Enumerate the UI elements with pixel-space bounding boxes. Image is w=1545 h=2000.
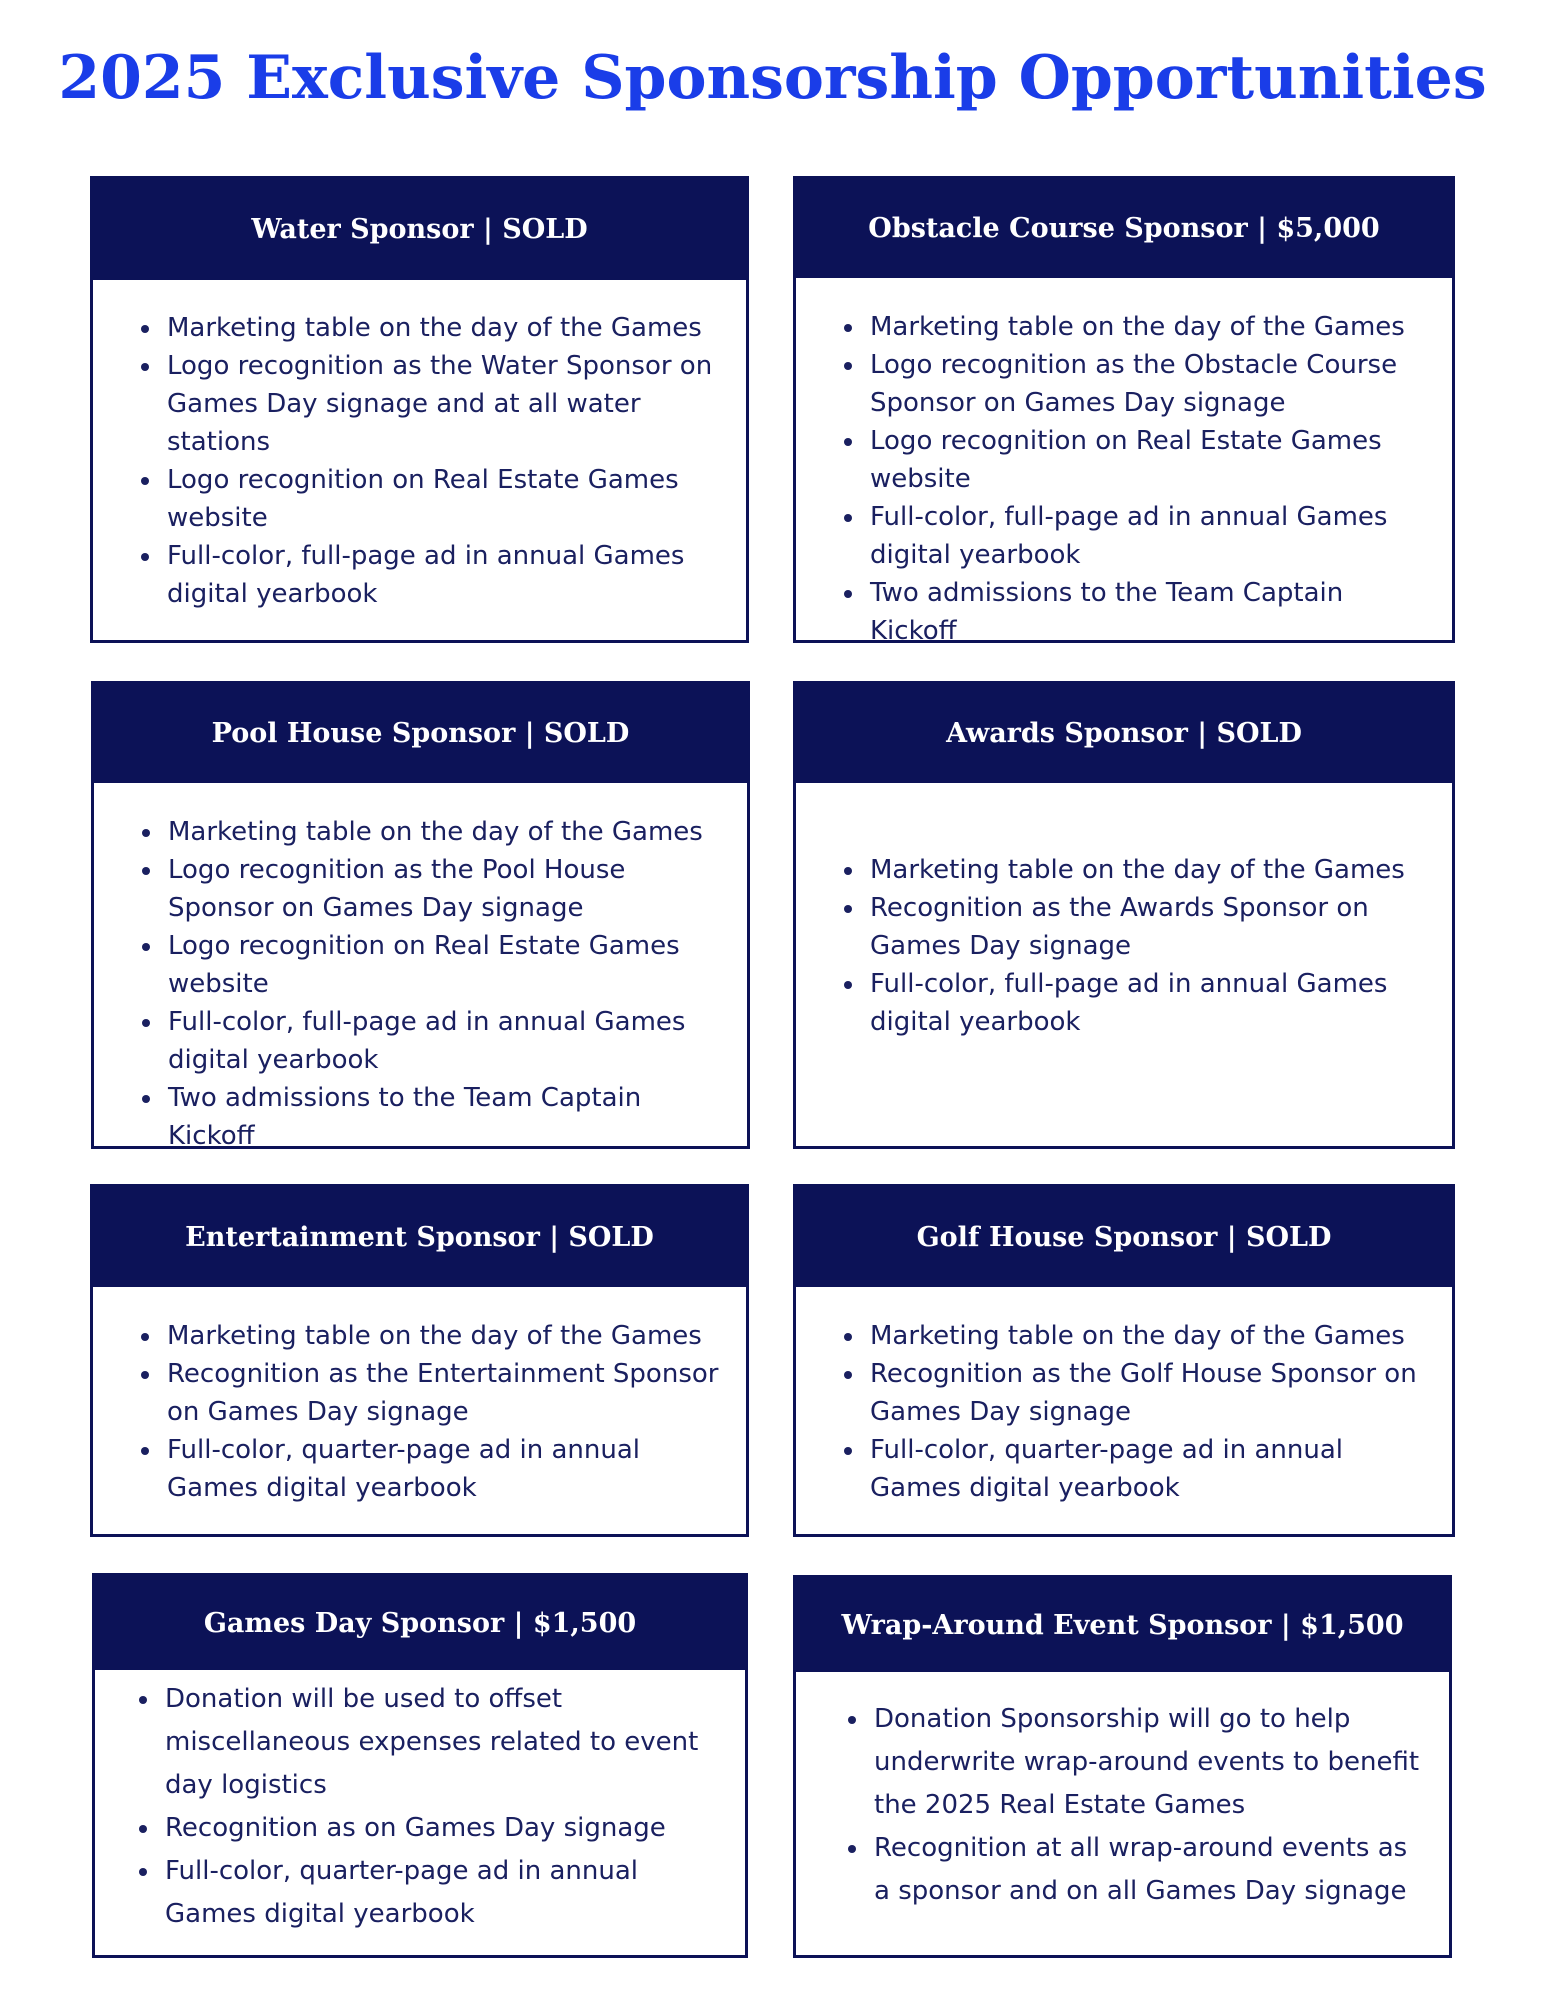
benefit-item: • Marketing table on the day of the Games bbox=[164, 813, 727, 851]
benefit-item: • Recognition as the Entertainment Sponsor on Games Day signage bbox=[163, 1355, 726, 1431]
benefit-item: • Logo recognition as the Water Sponsor on Games Day signage and at all water stations bbox=[163, 347, 726, 461]
sponsor-benefits bbox=[94, 783, 747, 1155]
sponsor-card-golf-house bbox=[793, 1184, 1455, 1537]
sponsor-card-obstacle-course bbox=[793, 176, 1455, 646]
benefit-list bbox=[796, 308, 1452, 650]
sponsor-card-heading: Games Day Sponsor | $1,500 bbox=[95, 1576, 745, 1670]
benefit-item: • Full-color, full-page ad in annual Games digital yearbook bbox=[164, 1003, 727, 1079]
benefit-item: • Marketing table on the day of the Games bbox=[866, 1317, 1432, 1355]
sponsor-benefits bbox=[93, 1287, 746, 1507]
benefit-item: • Logo recognition as the Obstacle Course Sponsor on Games Day signage bbox=[866, 346, 1432, 422]
sponsor-benefits bbox=[796, 783, 1452, 1041]
benefit-list bbox=[796, 1317, 1452, 1507]
benefit-item: • Logo recognition on Real Estate Games website bbox=[164, 927, 727, 1003]
sponsor-card-heading: Obstacle Course Sponsor | $5,000 bbox=[796, 179, 1452, 278]
sponsor-card-pool-house bbox=[91, 681, 750, 1149]
benefit-item: • Full-color, quarter-page ad in annual Games digital yearbook bbox=[866, 1431, 1432, 1507]
benefit-item: • Full-color, full-page ad in annual Games digital yearbook bbox=[866, 965, 1432, 1041]
benefit-list bbox=[95, 1678, 745, 1936]
sponsor-card-heading: Water Sponsor | SOLD bbox=[93, 179, 746, 280]
sponsor-card-heading: Awards Sponsor | SOLD bbox=[796, 684, 1452, 783]
benefit-list bbox=[796, 1698, 1449, 1913]
benefit-item: • Marketing table on the day of the Games bbox=[163, 309, 726, 347]
sponsor-card-heading: Entertainment Sponsor | SOLD bbox=[93, 1187, 746, 1287]
benefit-item: • Recognition as the Golf House Sponsor on Games Day signage bbox=[866, 1355, 1432, 1431]
benefit-item: • Logo recognition on Real Estate Games website bbox=[163, 461, 726, 537]
benefit-item: • Recognition at all wrap-around events as a sponsor and on all Games Day signage bbox=[870, 1827, 1429, 1913]
benefit-list bbox=[796, 851, 1452, 1041]
sponsor-card-heading: Golf House Sponsor | SOLD bbox=[796, 1187, 1452, 1287]
benefit-item: • Two admissions to the Team Captain Kickoff bbox=[164, 1079, 727, 1155]
sponsor-benefits bbox=[796, 278, 1452, 650]
sponsor-card-entertainment bbox=[90, 1184, 749, 1537]
sponsor-benefits bbox=[95, 1670, 745, 1936]
sponsor-benefits bbox=[796, 1672, 1449, 1913]
sponsor-card-games-day bbox=[92, 1573, 748, 1958]
sponsor-benefits bbox=[93, 280, 746, 613]
sponsor-card-wrap-around-event bbox=[793, 1575, 1452, 1958]
benefit-item: • Donation will be used to offset miscellaneous expenses related to event day logistics bbox=[161, 1678, 725, 1807]
benefit-item: • Full-color, quarter-page ad in annual Games digital yearbook bbox=[163, 1431, 726, 1507]
sponsor-card-heading: Wrap-Around Event Sponsor | $1,500 bbox=[796, 1578, 1449, 1672]
benefit-item: • Marketing table on the day of the Games bbox=[163, 1317, 726, 1355]
sponsor-card-awards bbox=[793, 681, 1455, 1149]
benefit-item: • Full-color, full-page ad in annual Games digital yearbook bbox=[163, 537, 726, 613]
sponsor-card-water bbox=[90, 176, 749, 643]
benefit-item: • Recognition as on Games Day signage bbox=[161, 1807, 725, 1850]
benefit-list bbox=[94, 813, 747, 1155]
benefit-item: • Logo recognition on Real Estate Games website bbox=[866, 422, 1432, 498]
benefit-list bbox=[93, 309, 746, 613]
benefit-item: • Full-color, full-page ad in annual Games digital yearbook bbox=[866, 498, 1432, 574]
benefit-item: • Logo recognition as the Pool House Sponsor on Games Day signage bbox=[164, 851, 727, 927]
benefit-item: • Donation Sponsorship will go to help underwrite wrap-around events to benefit the 2025 Real Estate Games bbox=[870, 1698, 1429, 1827]
benefit-list bbox=[93, 1317, 746, 1507]
sponsor-card-heading: Pool House Sponsor | SOLD bbox=[94, 684, 747, 783]
page-title: 2025 Exclusive Sponsorship Opportunities bbox=[58, 43, 1487, 113]
benefit-item: • Marketing table on the day of the Games bbox=[866, 851, 1432, 889]
benefit-item: • Full-color, quarter-page ad in annual Games digital yearbook bbox=[161, 1850, 725, 1936]
benefit-item: • Two admissions to the Team Captain Kickoff bbox=[866, 574, 1432, 650]
benefit-item: • Marketing table on the day of the Games bbox=[866, 308, 1432, 346]
benefit-item: • Recognition as the Awards Sponsor on Games Day signage bbox=[866, 889, 1432, 965]
sponsor-benefits bbox=[796, 1287, 1452, 1507]
